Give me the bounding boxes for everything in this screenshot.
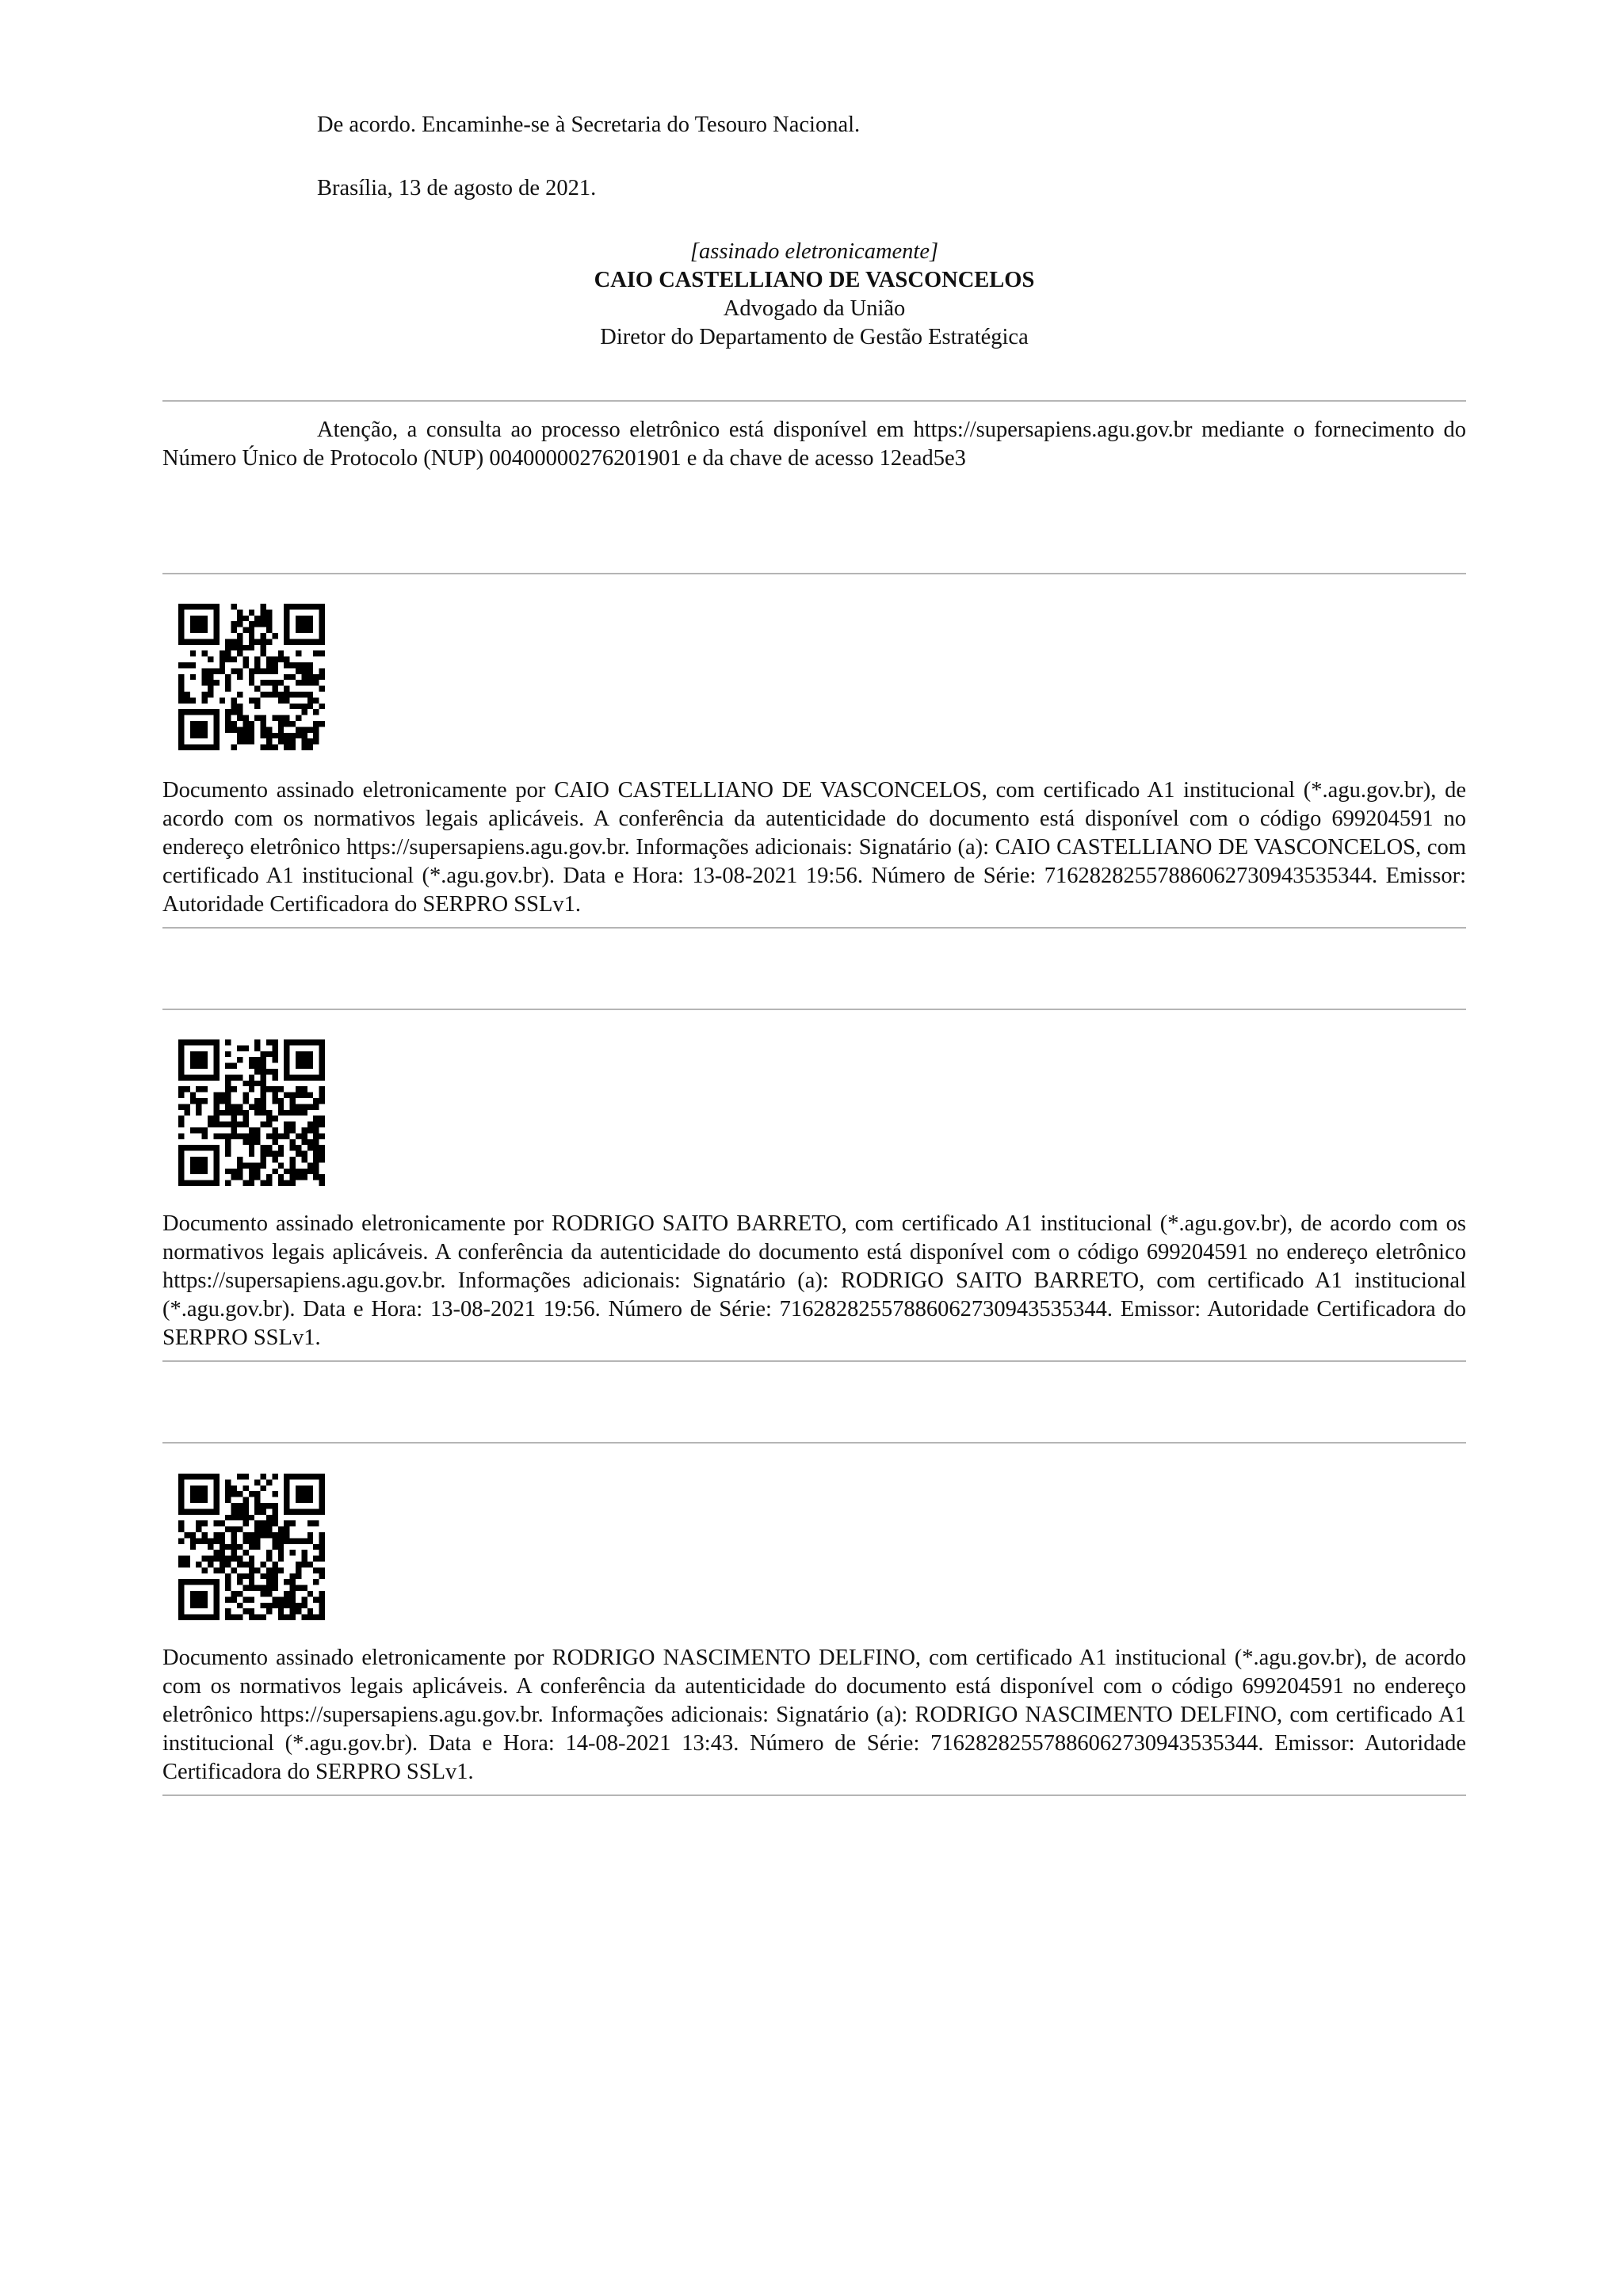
divider bbox=[162, 400, 1466, 402]
qr-code-icon bbox=[178, 1039, 325, 1186]
divider bbox=[162, 573, 1466, 574]
qr-code-icon bbox=[178, 604, 325, 750]
place-date-text: Brasília, 13 de agosto de 2021. bbox=[317, 176, 597, 200]
divider bbox=[162, 1009, 1466, 1010]
divider bbox=[162, 1442, 1466, 1444]
signer-role: Advogado da União bbox=[723, 296, 906, 321]
divider bbox=[162, 927, 1466, 929]
notice-text: Atenção, a consulta ao processo eletrônico está disponível em https://supersapiens.agu.gov.br mediante o fornecimento do Número Único de Protocolo (NUP) 00400000276201901 e da chave de acesso 12ead5e3 bbox=[162, 418, 1466, 471]
signature-certificate-text: Documento assinado eletronicamente por RODRIGO SAITO BARRETO, com certificado A1 institucional (*.agu.gov.br), de acordo com os normativos legais aplicáveis. A conferência da autenticidade do documento está disponível com o código 699204591 no endereço eletrônico https://supersapiens.agu.gov.br. Informações adicionais: Signatário (a): RODRIGO SAITO BARRETO, com certificado A1 institucional (*.agu.gov.br). Data e Hora: 13-08-2021 19:56. Número de Série: 71628282557886062730943535344. Emissor: Autoridade Certificadora do SERPRO SSLv1. bbox=[162, 1211, 1466, 1350]
signed-note: [assinado eletronicamente] bbox=[689, 239, 939, 264]
qr-code-icon bbox=[178, 1474, 325, 1620]
notice-paragraph bbox=[162, 416, 1466, 473]
signature-certificate-text: Documento assinado eletronicamente por RODRIGO NASCIMENTO DELFINO, com certificado A1 institucional (*.agu.gov.br), de acordo com os normativos legais aplicáveis. A conferência da autenticidade do documento está disponível com o código 699204591 no endereço eletrônico https://supersapiens.agu.gov.br. Informações adicionais: Signatário (a): RODRIGO NASCIMENTO DELFINO, com certificado A1 institucional (*.agu.gov.br). Data e Hora: 14-08-2021 13:43. Número de Série: 71628282557886062730943535344. Emissor: Autoridade Certificadora do SERPRO SSLv1. bbox=[162, 1646, 1466, 1784]
signer-name: CAIO CASTELLIANO DE VASCONCELOS bbox=[594, 268, 1035, 292]
signature-certificate-text: Documento assinado eletronicamente por CAIO CASTELLIANO DE VASCONCELOS, com certificado A1 institucional (*.agu.gov.br), de acordo com os normativos legais aplicáveis. A conferência da autenticidade do documento está disponível com o código 699204591 no endereço eletrônico https://supersapiens.agu.gov.br. Informações adicionais: Signatário (a): CAIO CASTELLIANO DE VASCONCELOS, com certificado A1 institucional (*.agu.gov.br). Data e Hora: 13-08-2021 19:56. Número de Série: 71628282557886062730943535344. Emissor: Autoridade Certificadora do SERPRO SSLv1. bbox=[162, 778, 1466, 917]
signer-position: Diretor do Departamento de Gestão Estratégica bbox=[600, 325, 1029, 349]
divider bbox=[162, 1794, 1466, 1796]
approval-text: De acordo. Encaminhe-se à Secretaria do Tesouro Nacional. bbox=[317, 113, 861, 137]
divider bbox=[162, 1360, 1466, 1362]
signature-block bbox=[321, 238, 1308, 352]
